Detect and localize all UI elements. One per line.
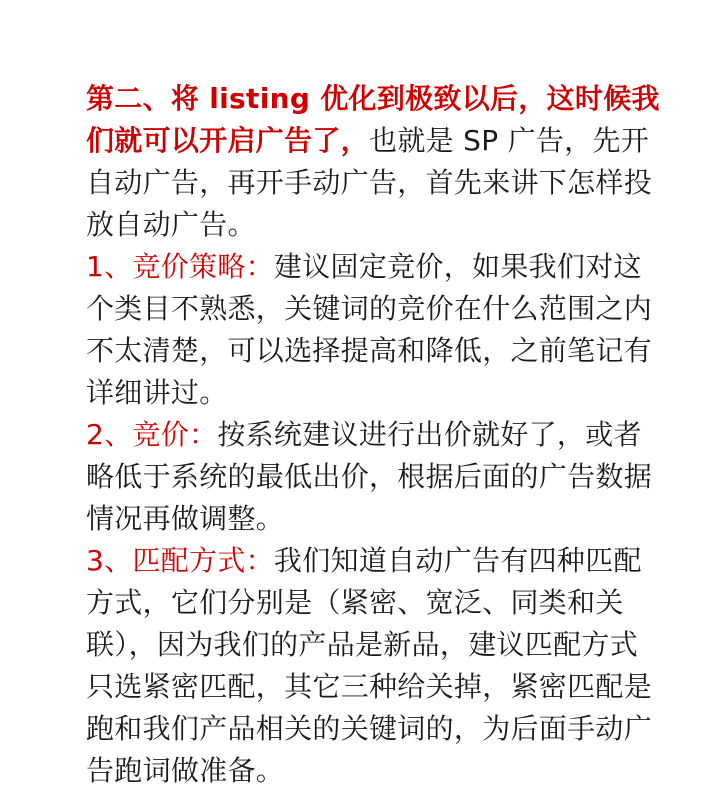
section-heading: 2、竞价： bbox=[86, 418, 218, 451]
section-match-type bbox=[86, 540, 666, 792]
section-heading: 3、匹配方式： bbox=[86, 544, 274, 577]
section-bid-strategy bbox=[86, 246, 666, 414]
section-text: 按系统建议进行出价就好了，或者略低于系统的最低出价，根据后面的广告数据情况再做调整。 bbox=[86, 418, 653, 535]
intro-paragraph bbox=[86, 78, 666, 246]
intro-text: 也就是 SP 广告，先开自动广告，再开手动广告，首先来讲下怎样投放自动广告。 bbox=[86, 124, 653, 241]
intro-highlight: 第二、将 listing 优化到极致以后，这时候我们就可以开启广告了， bbox=[86, 82, 660, 157]
document-body bbox=[86, 78, 666, 792]
section-text: 建议固定竞价，如果我们对这个类目不熟悉，关键词的竞价在什么范围之内不太清楚，可以选择提高和降低，之前笔记有详细讲过。 bbox=[86, 250, 653, 409]
section-text: 我们知道自动广告有四种匹配方式，它们分别是（紧密、宽泛、同类和关联），因为我们的产品是新品，建议匹配方式只选紧密匹配，其它三种给关掉，紧密匹配是跑和我们产品相关的关键词的，为后面手动广告跑词做准备。 bbox=[86, 544, 653, 787]
section-heading: 1、竞价策略： bbox=[86, 250, 274, 283]
section-bid bbox=[86, 414, 666, 540]
